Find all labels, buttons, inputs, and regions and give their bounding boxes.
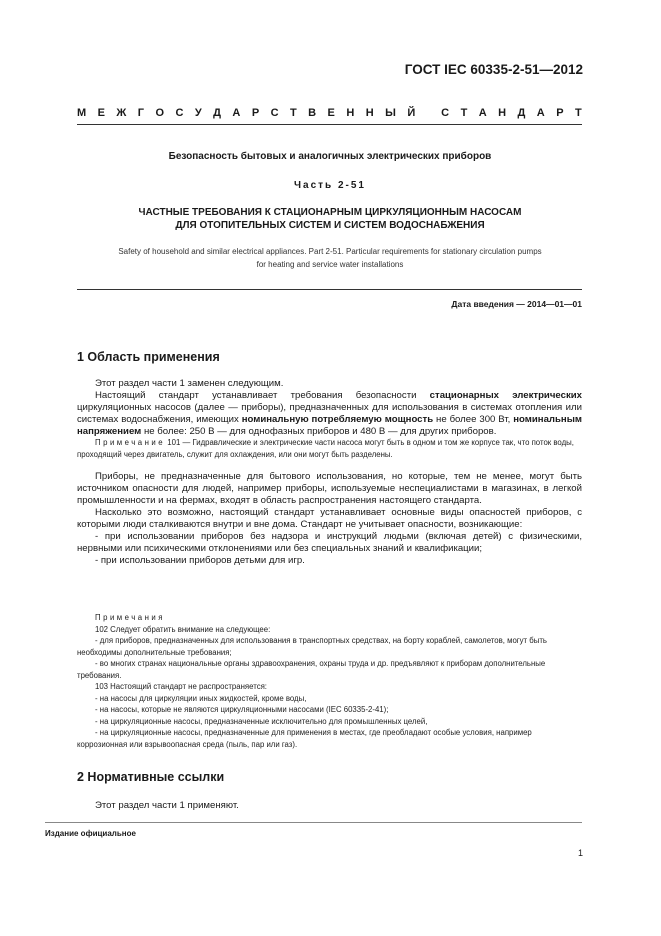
banner-letter: Р xyxy=(251,107,260,119)
banner-letter: С xyxy=(175,107,184,119)
banner-letter: С xyxy=(441,107,450,119)
banner-letter: А xyxy=(536,107,545,119)
banner-letter: А xyxy=(478,107,487,119)
section1-body xyxy=(77,378,582,438)
title-divider xyxy=(77,289,582,290)
banner-letter: М xyxy=(77,107,87,119)
s2-paragraph1: Этот раздел части 1 применяют. xyxy=(95,800,239,811)
banner-letter: Р xyxy=(556,107,564,119)
s1-paragraph3: Приборы, не предназначенные для бытового использования, но которые, тем не менее, могут быть источником опасности для людей, например приборы, используемые неспециалистами в магазинах, в легкой промышленности и на фермах, входят в область распространения настоящего стандарта. xyxy=(77,471,582,506)
banner-letter: Н xyxy=(365,107,374,119)
top-divider xyxy=(77,124,582,125)
section1-body-continued xyxy=(77,471,582,567)
section2-heading: 2 Нормативные ссылки xyxy=(77,770,225,784)
banner-letter: О xyxy=(155,107,165,119)
banner-letter: А xyxy=(232,107,241,119)
page-number: 1 xyxy=(577,848,583,858)
note-101: Примечание 101 — Гидравлические и электрические части насоса могут быть в одном и том же корпусе так, что поток воды, проходящий через двигатель, служит для охлаждения, или они могут быть разделены. xyxy=(77,438,574,459)
banner-letter: Ы xyxy=(385,107,396,119)
banner-letter: Н xyxy=(498,107,507,119)
s1-paragraph2: Настоящий стандарт устанавливает требования безопасности стационарных электрических циркуляционных насосов (далее — приборы), предназначенных для использования в системах отопления или системах водоснабжения, имеющих номинальную потребляемую мощность не более 300 Вт, номинальным напряжением не более: 250 В — для однофазных приборов и 480 В — для других приборов. xyxy=(77,390,582,437)
main-title-line1: ЧАСТНЫЕ ТРЕБОВАНИЯ К СТАЦИОНАРНЫМ ЦИРКУЛЯЦИОННЫМ НАСОСАМ xyxy=(138,207,522,218)
banner-letter: С xyxy=(270,107,279,119)
notes-102-103: Примечания 102 Следует обратить внимание на следующее: - для приборов, предназначенных для использования в транспортных средствах, на борту кораблей, самолетов, могут быть необходимы дополнительные требования; - во многих странах национальные органы здравоохранения, охраны труда и др. предъявляют к приборам дополнительные требования. 103 Настоящий стандарт не распространяется: - на насосы для циркуляции иных жидкостей, кроме воды, - на насосы, которые не являются циркуляционными насосами (IEC 60335-2-41); - на циркуляционные насосы, предназначенные исключительно для промышленных целей, - на циркуляционные насосы, предназначенные для применения в местах, где преобладают особые условия, например коррозионная или взрывоопасная среда (пыль, пар или газ). xyxy=(77,612,582,750)
section2-body xyxy=(77,800,582,812)
banner-letter: Й xyxy=(407,107,416,119)
banner-letter: Н xyxy=(346,107,355,119)
standard-type-banner xyxy=(77,107,582,119)
title-line: Безопасность бытовых и аналогичных электрических приборов xyxy=(168,151,492,162)
part-label: Часть 2-51 xyxy=(294,180,366,191)
s1-list-item1: - при использовании приборов без надзора и инструкций людьми (включая детей) с физическими, нервными или психическими отклонениями или без специальных знаний и квалификации; xyxy=(77,531,582,554)
introduction-date: Дата введения — 2014—01—01 xyxy=(451,299,582,309)
banner-letter xyxy=(427,107,430,119)
banner-letter: В xyxy=(308,107,317,119)
footer-divider xyxy=(45,822,582,823)
banner-letter: Д xyxy=(517,107,526,119)
banner-letter: Т xyxy=(289,107,297,119)
english-title xyxy=(40,245,620,271)
banner-letter: Д xyxy=(213,107,221,119)
notes-label: Примечания xyxy=(95,613,166,622)
s1-paragraph1: Этот раздел части 1 заменен следующим. xyxy=(95,378,284,389)
document-designation: ГОСТ IEC 60335-2-51—2012 xyxy=(404,62,583,77)
main-title xyxy=(40,206,620,232)
english-title-line1: Safety of household and similar electrical appliances. Part 2-51. Particular requirements for stationary circulation pumps xyxy=(118,247,542,256)
banner-letter: Е xyxy=(327,107,335,119)
banner-letter: Т xyxy=(460,107,468,119)
english-title-line2: for heating and service water installations xyxy=(256,260,404,269)
official-edition-label: Издание официальное xyxy=(45,829,136,838)
banner-letter: У xyxy=(194,107,202,119)
banner-letter: Г xyxy=(137,107,145,119)
banner-letter: Т xyxy=(574,107,582,119)
section1-heading: 1 Область применения xyxy=(77,350,220,364)
s1-paragraph4: Насколько это возможно, настоящий стандарт устанавливает основные виды опасностей приборов, с которыми люди сталкиваются внутри и вне дома. Стандарт не учитывает опасности, возникающие: xyxy=(77,507,582,530)
main-title-line2: ДЛЯ ОТОПИТЕЛЬНЫХ СИСТЕМ И СИСТЕМ ВОДОСНАБЖЕНИЯ xyxy=(175,220,485,231)
banner-letter: Ж xyxy=(116,107,127,119)
s1-list-item2: - при использовании приборов детьми для игр. xyxy=(95,555,305,566)
banner-letter: Е xyxy=(97,107,105,119)
